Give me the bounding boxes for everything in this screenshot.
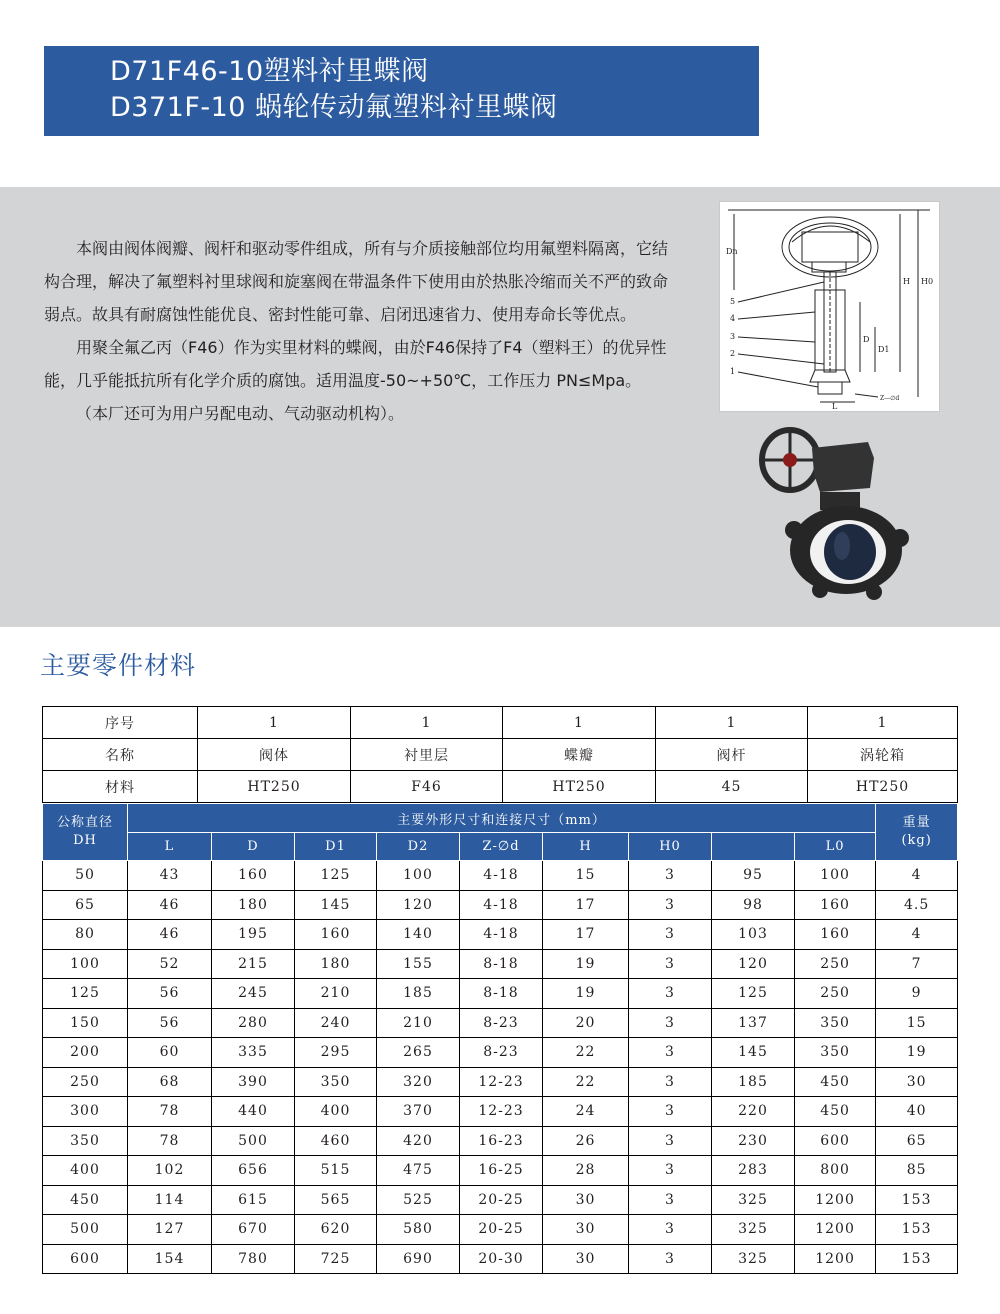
table-cell: 3 bbox=[629, 979, 712, 1009]
table-cell: 3 bbox=[629, 1038, 712, 1068]
dim-label-dn: Dn bbox=[726, 247, 738, 256]
table-cell: 20 bbox=[543, 1008, 629, 1038]
table-cell: 350 bbox=[43, 1126, 128, 1156]
table-cell: 3 bbox=[629, 1215, 712, 1245]
table-cell: 250 bbox=[795, 979, 876, 1009]
materials-cell: 1 bbox=[351, 707, 503, 739]
table-cell: 670 bbox=[212, 1215, 295, 1245]
materials-cell: HT250 bbox=[503, 771, 656, 803]
table-cell: 78 bbox=[128, 1126, 212, 1156]
column-header: D2 bbox=[377, 833, 460, 861]
table-cell: 400 bbox=[43, 1156, 128, 1186]
materials-table bbox=[42, 706, 958, 803]
weight-header bbox=[876, 804, 958, 861]
materials-cell: HT250 bbox=[808, 771, 958, 803]
title-line-1: D71F46-10塑料衬里蝶阀 bbox=[110, 56, 429, 87]
table-cell: 8-18 bbox=[460, 949, 543, 979]
table-cell: 300 bbox=[43, 1097, 128, 1127]
valve-drawing-svg bbox=[720, 202, 939, 411]
table-row bbox=[43, 1126, 958, 1156]
table-cell: 4-18 bbox=[460, 920, 543, 950]
table-cell: 52 bbox=[128, 949, 212, 979]
materials-cell: 涡轮箱 bbox=[808, 739, 958, 771]
weight-header-line-2: (kg) bbox=[901, 833, 932, 848]
title-line-2: D371F-10 蜗轮传动氟塑料衬里蝶阀 bbox=[110, 92, 558, 123]
intro-paragraph-1: 本阀由阀体阀瓣、阀杆和驱动零件组成，所有与介质接触部位均用氟塑料隔离，它结构合理，解决了氟塑料衬里球阀和旋塞阀在带温条件下使用由於热胀冷缩而关不严的致命弱点。故具有耐腐蚀性能优良、密封性能可靠、启闭迅速省力、使用寿命长等优点。 bbox=[44, 239, 669, 324]
table-cell: 114 bbox=[128, 1185, 212, 1215]
table-cell: 325 bbox=[712, 1215, 795, 1245]
materials-cell: 1 bbox=[808, 707, 958, 739]
table-row bbox=[43, 861, 958, 891]
column-header: L0 bbox=[795, 833, 876, 861]
dimensions-header-row-1 bbox=[43, 804, 958, 833]
table-cell: 15 bbox=[543, 861, 629, 891]
materials-row-name bbox=[43, 739, 958, 771]
valve-technical-drawing bbox=[719, 201, 940, 412]
table-cell: 20-30 bbox=[460, 1244, 543, 1274]
table-cell: 9 bbox=[876, 979, 958, 1009]
table-cell: 350 bbox=[795, 1008, 876, 1038]
table-cell: 153 bbox=[876, 1244, 958, 1274]
table-cell: 120 bbox=[377, 890, 460, 920]
dim-label-zd: Z—∅d bbox=[880, 395, 900, 402]
table-cell: 525 bbox=[377, 1185, 460, 1215]
materials-cell: 材料 bbox=[43, 771, 198, 803]
table-cell: 615 bbox=[212, 1185, 295, 1215]
table-cell: 215 bbox=[212, 949, 295, 979]
table-cell: 250 bbox=[795, 949, 876, 979]
table-cell: 17 bbox=[543, 890, 629, 920]
table-row bbox=[43, 920, 958, 950]
table-cell: 153 bbox=[876, 1185, 958, 1215]
table-cell: 335 bbox=[212, 1038, 295, 1068]
materials-cell: 45 bbox=[656, 771, 808, 803]
table-cell: 19 bbox=[543, 949, 629, 979]
table-cell: 725 bbox=[295, 1244, 377, 1274]
table-cell: 3 bbox=[629, 1067, 712, 1097]
table-cell: 56 bbox=[128, 979, 212, 1009]
table-cell: 50 bbox=[43, 861, 128, 891]
table-cell: 137 bbox=[712, 1008, 795, 1038]
table-cell: 145 bbox=[712, 1038, 795, 1068]
table-cell: 140 bbox=[377, 920, 460, 950]
table-row bbox=[43, 1156, 958, 1186]
intro-section bbox=[0, 187, 1000, 627]
table-cell: 450 bbox=[795, 1067, 876, 1097]
dim-label-h0: H0 bbox=[921, 277, 934, 286]
materials-cell: 序号 bbox=[43, 707, 198, 739]
table-cell: 475 bbox=[377, 1156, 460, 1186]
table-cell: 580 bbox=[377, 1215, 460, 1245]
main-dimensions-header: 主要外形尺寸和连接尺寸（mm） bbox=[128, 804, 876, 833]
column-header bbox=[712, 833, 795, 861]
table-cell: 780 bbox=[212, 1244, 295, 1274]
table-cell: 1200 bbox=[795, 1215, 876, 1245]
table-cell: 1200 bbox=[795, 1244, 876, 1274]
table-cell: 60 bbox=[128, 1038, 212, 1068]
table-cell: 1200 bbox=[795, 1185, 876, 1215]
intro-paragraph-2: 用聚全氟乙丙（F46）作为实里材料的蝶阀，由於F46保持了F4（塑料王）的优异性能，几乎能抵抗所有化学介质的腐蚀。适用温度-50~+50℃，工作压力 PN≤Mpa。 bbox=[44, 338, 667, 390]
dn-header-line-2: DH bbox=[73, 833, 97, 848]
table-cell: 85 bbox=[876, 1156, 958, 1186]
spec-tables bbox=[42, 706, 957, 1274]
table-cell: 250 bbox=[43, 1067, 128, 1097]
table-cell: 19 bbox=[876, 1038, 958, 1068]
table-cell: 450 bbox=[43, 1185, 128, 1215]
table-cell: 245 bbox=[212, 979, 295, 1009]
table-cell: 283 bbox=[712, 1156, 795, 1186]
materials-cell: F46 bbox=[351, 771, 503, 803]
table-cell: 265 bbox=[377, 1038, 460, 1068]
part-number-5: 5 bbox=[730, 297, 736, 306]
table-cell: 210 bbox=[295, 979, 377, 1009]
materials-cell: 阀杆 bbox=[656, 739, 808, 771]
table-cell: 30 bbox=[543, 1244, 629, 1274]
materials-cell: 1 bbox=[198, 707, 351, 739]
table-cell: 450 bbox=[795, 1097, 876, 1127]
table-cell: 3 bbox=[629, 1126, 712, 1156]
dn-header-line-1: 公称直径 bbox=[56, 815, 113, 830]
table-cell: 600 bbox=[795, 1126, 876, 1156]
table-cell: 65 bbox=[876, 1126, 958, 1156]
table-row bbox=[43, 1038, 958, 1068]
table-cell: 154 bbox=[128, 1244, 212, 1274]
materials-cell: 1 bbox=[503, 707, 656, 739]
table-row bbox=[43, 1185, 958, 1215]
materials-cell: 蝶瓣 bbox=[503, 739, 656, 771]
table-cell: 30 bbox=[543, 1215, 629, 1245]
table-cell: 230 bbox=[712, 1126, 795, 1156]
table-cell: 220 bbox=[712, 1097, 795, 1127]
table-cell: 22 bbox=[543, 1038, 629, 1068]
table-cell: 8-23 bbox=[460, 1038, 543, 1068]
table-cell: 26 bbox=[543, 1126, 629, 1156]
table-cell: 100 bbox=[377, 861, 460, 891]
materials-cell: 阀体 bbox=[198, 739, 351, 771]
table-cell: 12-23 bbox=[460, 1097, 543, 1127]
table-cell: 185 bbox=[712, 1067, 795, 1097]
table-cell: 3 bbox=[629, 920, 712, 950]
valve-product-photo bbox=[750, 422, 920, 602]
table-cell: 24 bbox=[543, 1097, 629, 1127]
table-row bbox=[43, 1067, 958, 1097]
table-cell: 125 bbox=[43, 979, 128, 1009]
table-cell: 15 bbox=[876, 1008, 958, 1038]
table-cell: 4-18 bbox=[460, 890, 543, 920]
table-cell: 3 bbox=[629, 1097, 712, 1127]
dn-header bbox=[43, 804, 128, 861]
table-cell: 3 bbox=[629, 1008, 712, 1038]
table-row bbox=[43, 949, 958, 979]
table-cell: 565 bbox=[295, 1185, 377, 1215]
table-cell: 16-25 bbox=[460, 1156, 543, 1186]
table-cell: 100 bbox=[795, 861, 876, 891]
table-cell: 20-25 bbox=[460, 1215, 543, 1245]
part-number-1: 1 bbox=[730, 367, 736, 376]
column-header: H bbox=[543, 833, 629, 861]
column-header: L bbox=[128, 833, 212, 861]
table-cell: 350 bbox=[795, 1038, 876, 1068]
table-cell: 22 bbox=[543, 1067, 629, 1097]
table-cell: 3 bbox=[629, 1244, 712, 1274]
table-cell: 46 bbox=[128, 920, 212, 950]
intro-paragraph-3: （本厂还可为用户另配电动、气动驱动机构）。 bbox=[76, 404, 405, 423]
column-header: D1 bbox=[295, 833, 377, 861]
table-cell: 500 bbox=[43, 1215, 128, 1245]
table-cell: 325 bbox=[712, 1185, 795, 1215]
dim-label-l: L bbox=[832, 402, 838, 411]
part-number-2: 2 bbox=[730, 349, 736, 358]
table-cell: 370 bbox=[377, 1097, 460, 1127]
table-cell: 3 bbox=[629, 1185, 712, 1215]
table-cell: 515 bbox=[295, 1156, 377, 1186]
table-cell: 7 bbox=[876, 949, 958, 979]
section-title: 主要零件材料 bbox=[40, 651, 197, 680]
table-cell: 145 bbox=[295, 890, 377, 920]
dimensions-header-row-2 bbox=[43, 833, 958, 861]
table-cell: 320 bbox=[377, 1067, 460, 1097]
materials-cell: 衬里层 bbox=[351, 739, 503, 771]
table-cell: 4-18 bbox=[460, 861, 543, 891]
table-cell: 125 bbox=[712, 979, 795, 1009]
table-cell: 103 bbox=[712, 920, 795, 950]
column-header: H0 bbox=[629, 833, 712, 861]
dim-label-d1: D1 bbox=[878, 345, 890, 354]
table-cell: 120 bbox=[712, 949, 795, 979]
table-cell: 127 bbox=[128, 1215, 212, 1245]
weight-header-line-1: 重量 bbox=[902, 815, 931, 830]
table-cell: 65 bbox=[43, 890, 128, 920]
materials-cell: 1 bbox=[656, 707, 808, 739]
table-cell: 46 bbox=[128, 890, 212, 920]
table-cell: 8-18 bbox=[460, 979, 543, 1009]
table-cell: 656 bbox=[212, 1156, 295, 1186]
table-cell: 350 bbox=[295, 1067, 377, 1097]
table-cell: 80 bbox=[43, 920, 128, 950]
table-cell: 160 bbox=[795, 890, 876, 920]
intro-text bbox=[44, 232, 680, 430]
table-cell: 240 bbox=[295, 1008, 377, 1038]
materials-cell: HT250 bbox=[198, 771, 351, 803]
table-cell: 153 bbox=[876, 1215, 958, 1245]
table-cell: 43 bbox=[128, 861, 212, 891]
table-cell: 280 bbox=[212, 1008, 295, 1038]
table-cell: 295 bbox=[295, 1038, 377, 1068]
table-cell: 600 bbox=[43, 1244, 128, 1274]
table-cell: 28 bbox=[543, 1156, 629, 1186]
table-cell: 150 bbox=[43, 1008, 128, 1038]
table-cell: 4.5 bbox=[876, 890, 958, 920]
table-row bbox=[43, 979, 958, 1009]
table-cell: 420 bbox=[377, 1126, 460, 1156]
table-cell: 155 bbox=[377, 949, 460, 979]
table-cell: 78 bbox=[128, 1097, 212, 1127]
table-cell: 500 bbox=[212, 1126, 295, 1156]
table-cell: 210 bbox=[377, 1008, 460, 1038]
column-header: D bbox=[212, 833, 295, 861]
table-cell: 3 bbox=[629, 949, 712, 979]
table-row bbox=[43, 1097, 958, 1127]
table-cell: 30 bbox=[543, 1185, 629, 1215]
part-number-3: 3 bbox=[730, 332, 736, 341]
table-cell: 160 bbox=[295, 920, 377, 950]
table-cell: 620 bbox=[295, 1215, 377, 1245]
table-cell: 4 bbox=[876, 861, 958, 891]
table-cell: 19 bbox=[543, 979, 629, 1009]
table-cell: 325 bbox=[712, 1244, 795, 1274]
table-cell: 195 bbox=[212, 920, 295, 950]
table-cell: 98 bbox=[712, 890, 795, 920]
table-cell: 12-23 bbox=[460, 1067, 543, 1097]
table-row bbox=[43, 1244, 958, 1274]
materials-row-index bbox=[43, 707, 958, 739]
table-row bbox=[43, 1215, 958, 1245]
part-number-4: 4 bbox=[730, 314, 736, 323]
table-cell: 160 bbox=[212, 861, 295, 891]
table-cell: 440 bbox=[212, 1097, 295, 1127]
table-cell: 160 bbox=[795, 920, 876, 950]
table-cell: 4 bbox=[876, 920, 958, 950]
table-cell: 3 bbox=[629, 890, 712, 920]
table-cell: 95 bbox=[712, 861, 795, 891]
table-cell: 68 bbox=[128, 1067, 212, 1097]
dim-label-d: D bbox=[863, 335, 870, 344]
valve-photo-svg bbox=[750, 422, 920, 602]
title-banner bbox=[44, 46, 759, 136]
table-cell: 102 bbox=[128, 1156, 212, 1186]
table-cell: 3 bbox=[629, 1156, 712, 1186]
table-cell: 40 bbox=[876, 1097, 958, 1127]
table-cell: 3 bbox=[629, 861, 712, 891]
table-cell: 125 bbox=[295, 861, 377, 891]
table-cell: 400 bbox=[295, 1097, 377, 1127]
table-cell: 390 bbox=[212, 1067, 295, 1097]
dimensions-table bbox=[42, 803, 958, 1274]
table-cell: 180 bbox=[212, 890, 295, 920]
table-cell: 56 bbox=[128, 1008, 212, 1038]
table-cell: 16-23 bbox=[460, 1126, 543, 1156]
dim-label-h: H bbox=[903, 277, 910, 286]
materials-row-material bbox=[43, 771, 958, 803]
table-row bbox=[43, 1008, 958, 1038]
column-header: Z-∅d bbox=[460, 833, 543, 861]
table-cell: 800 bbox=[795, 1156, 876, 1186]
table-cell: 690 bbox=[377, 1244, 460, 1274]
table-cell: 185 bbox=[377, 979, 460, 1009]
table-cell: 17 bbox=[543, 920, 629, 950]
materials-cell: 名称 bbox=[43, 739, 198, 771]
table-cell: 30 bbox=[876, 1067, 958, 1097]
table-cell: 180 bbox=[295, 949, 377, 979]
table-cell: 8-23 bbox=[460, 1008, 543, 1038]
table-row bbox=[43, 890, 958, 920]
table-cell: 100 bbox=[43, 949, 128, 979]
table-cell: 20-25 bbox=[460, 1185, 543, 1215]
dimensions-body bbox=[43, 861, 958, 1274]
table-cell: 200 bbox=[43, 1038, 128, 1068]
table-cell: 460 bbox=[295, 1126, 377, 1156]
